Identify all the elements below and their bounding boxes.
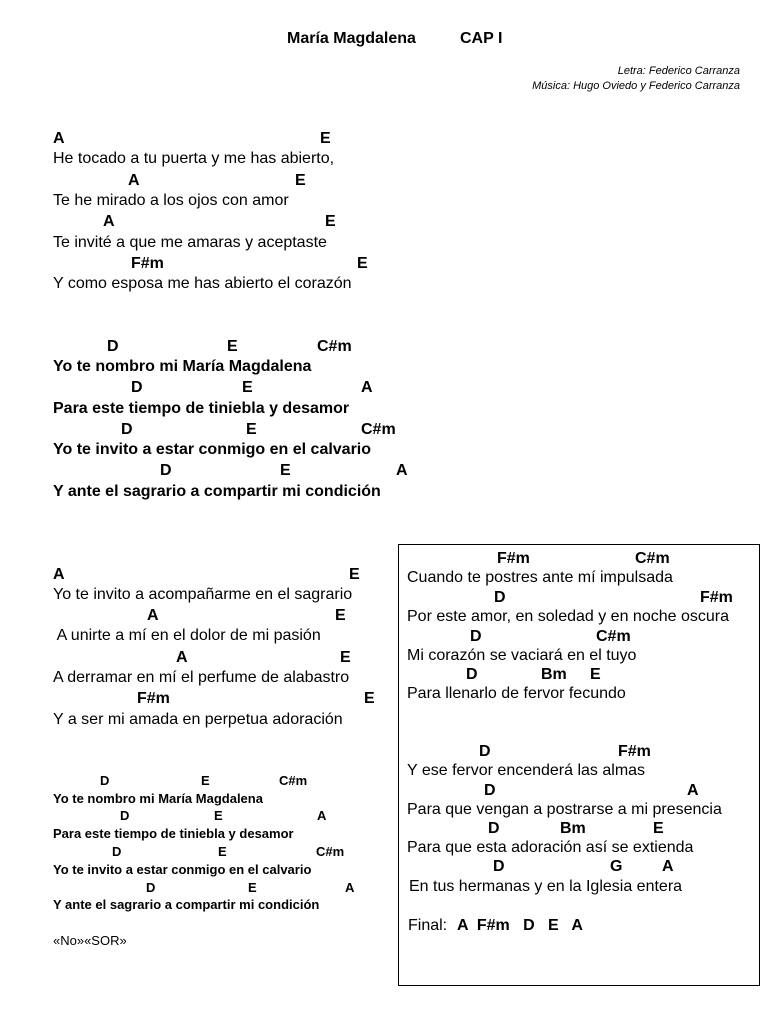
lyric-line: Y ese fervor encenderá las almas [407, 762, 646, 779]
chord: E [295, 172, 306, 189]
chord: E [320, 130, 331, 147]
lyric-line: Para este tiempo de tiniebla y desamor [53, 826, 294, 841]
lyric-line: Y a ser mi amada en perpetua adoración [53, 711, 343, 728]
chord: E [227, 338, 238, 355]
chord: D [121, 421, 133, 438]
lyric-line: Cuando te postres ante mí impulsada [407, 569, 673, 586]
final-label: Final: [408, 917, 448, 934]
chord: E [246, 421, 257, 438]
lyric-line: Yo te invito a estar conmigo en el calvario [53, 441, 372, 458]
chord: D [120, 808, 130, 823]
chord: E [242, 379, 253, 396]
chord: A [345, 880, 355, 895]
lyric-line: Para que esta adoración así se extienda [407, 839, 694, 856]
chord: D [488, 820, 500, 837]
lyric-line: Y ante el sagrario a compartir mi condición [53, 483, 381, 500]
chord: E [201, 773, 210, 788]
chord: E [218, 844, 227, 859]
lyric-line: Mi corazón se vaciará en el tuyo [407, 647, 637, 664]
chord: A [687, 782, 699, 799]
chord: C#m [635, 550, 670, 567]
chord: D [494, 589, 506, 606]
lyric-line: He tocado a tu puerta y me has abierto, [53, 150, 335, 167]
chord: E [325, 213, 336, 230]
chord: E [214, 808, 223, 823]
chord: A [53, 566, 65, 583]
chord: E [349, 566, 360, 583]
chord: E [280, 462, 291, 479]
lyric-line: Y como esposa me has abierto el corazón [53, 275, 352, 292]
lyric-line: Para llenarlo de fervor fecundo [407, 685, 626, 702]
chord: D [493, 858, 505, 875]
chord: E [340, 649, 351, 666]
chord: D [107, 338, 119, 355]
chord: D [112, 844, 122, 859]
chord: G [610, 858, 623, 875]
lyric-line: Yo te nombro mi María Magdalena [53, 358, 312, 375]
lyric-line: Yo te invito a estar conmigo en el calvario [53, 862, 312, 877]
chord: Bm [541, 666, 567, 683]
chord: A [53, 130, 65, 147]
chord: A [396, 462, 408, 479]
chord: D [479, 743, 491, 760]
chord: Bm [560, 820, 586, 837]
chord: C#m [279, 773, 308, 788]
chord: D [131, 379, 143, 396]
lyric-line: Yo te invito a acompañarme en el sagrario [53, 586, 353, 603]
chord: D [100, 773, 110, 788]
chord: E [364, 690, 375, 707]
chord: D [160, 462, 172, 479]
chord: D [146, 880, 156, 895]
chord: F#m [618, 743, 651, 760]
chord: F#m [700, 589, 733, 606]
lyric-line: Y ante el sagrario a compartir mi condición [53, 897, 320, 912]
chord: C#m [316, 844, 345, 859]
chord: A [361, 379, 373, 396]
song-title: María Magdalena [287, 30, 416, 47]
chord: D [466, 666, 478, 683]
lyric-line: En tus hermanas y en la Iglesia entera [409, 878, 683, 895]
music-credit: Música: Hugo Oviedo y Federico Carranza [532, 80, 740, 92]
final-chords: A F#m D E A [457, 917, 583, 934]
lyrics-credit: Letra: Federico Carranza [617, 65, 740, 77]
chord: F#m [497, 550, 530, 567]
capo-label: CAP I [460, 30, 503, 47]
chord: A [147, 607, 159, 624]
chord: E [248, 880, 257, 895]
lyric-line: Te invité a que me amaras y aceptaste [53, 234, 327, 251]
chord: A [128, 172, 140, 189]
chord: A [176, 649, 188, 666]
chord: E [590, 666, 601, 683]
lyric-line: Para que vengan a postrarse a mi presencia [407, 801, 722, 818]
chord: A [662, 858, 674, 875]
lyric-line: Por este amor, en soledad y en noche oscura [407, 608, 729, 625]
chord: C#m [317, 338, 352, 355]
lyric-line: Te he mirado a los ojos con amor [53, 192, 289, 209]
chord: F#m [137, 690, 170, 707]
chord: E [653, 820, 664, 837]
chord: A [317, 808, 327, 823]
footer-mark: «No»«SOR» [53, 933, 127, 948]
chord: C#m [361, 421, 396, 438]
chord: F#m [131, 255, 164, 272]
lyric-line: A unirte a mí en el dolor de mi pasión [53, 627, 321, 644]
lyric-line: Yo te nombro mi María Magdalena [53, 791, 263, 806]
chord: D [470, 628, 482, 645]
chord: E [335, 607, 346, 624]
lyric-line: A derramar en mí el perfume de alabastro [53, 669, 350, 686]
chord: A [103, 213, 115, 230]
chord: C#m [596, 628, 631, 645]
chord: D [484, 782, 496, 799]
chord: E [357, 255, 368, 272]
lyric-line: Para este tiempo de tiniebla y desamor [53, 400, 350, 417]
